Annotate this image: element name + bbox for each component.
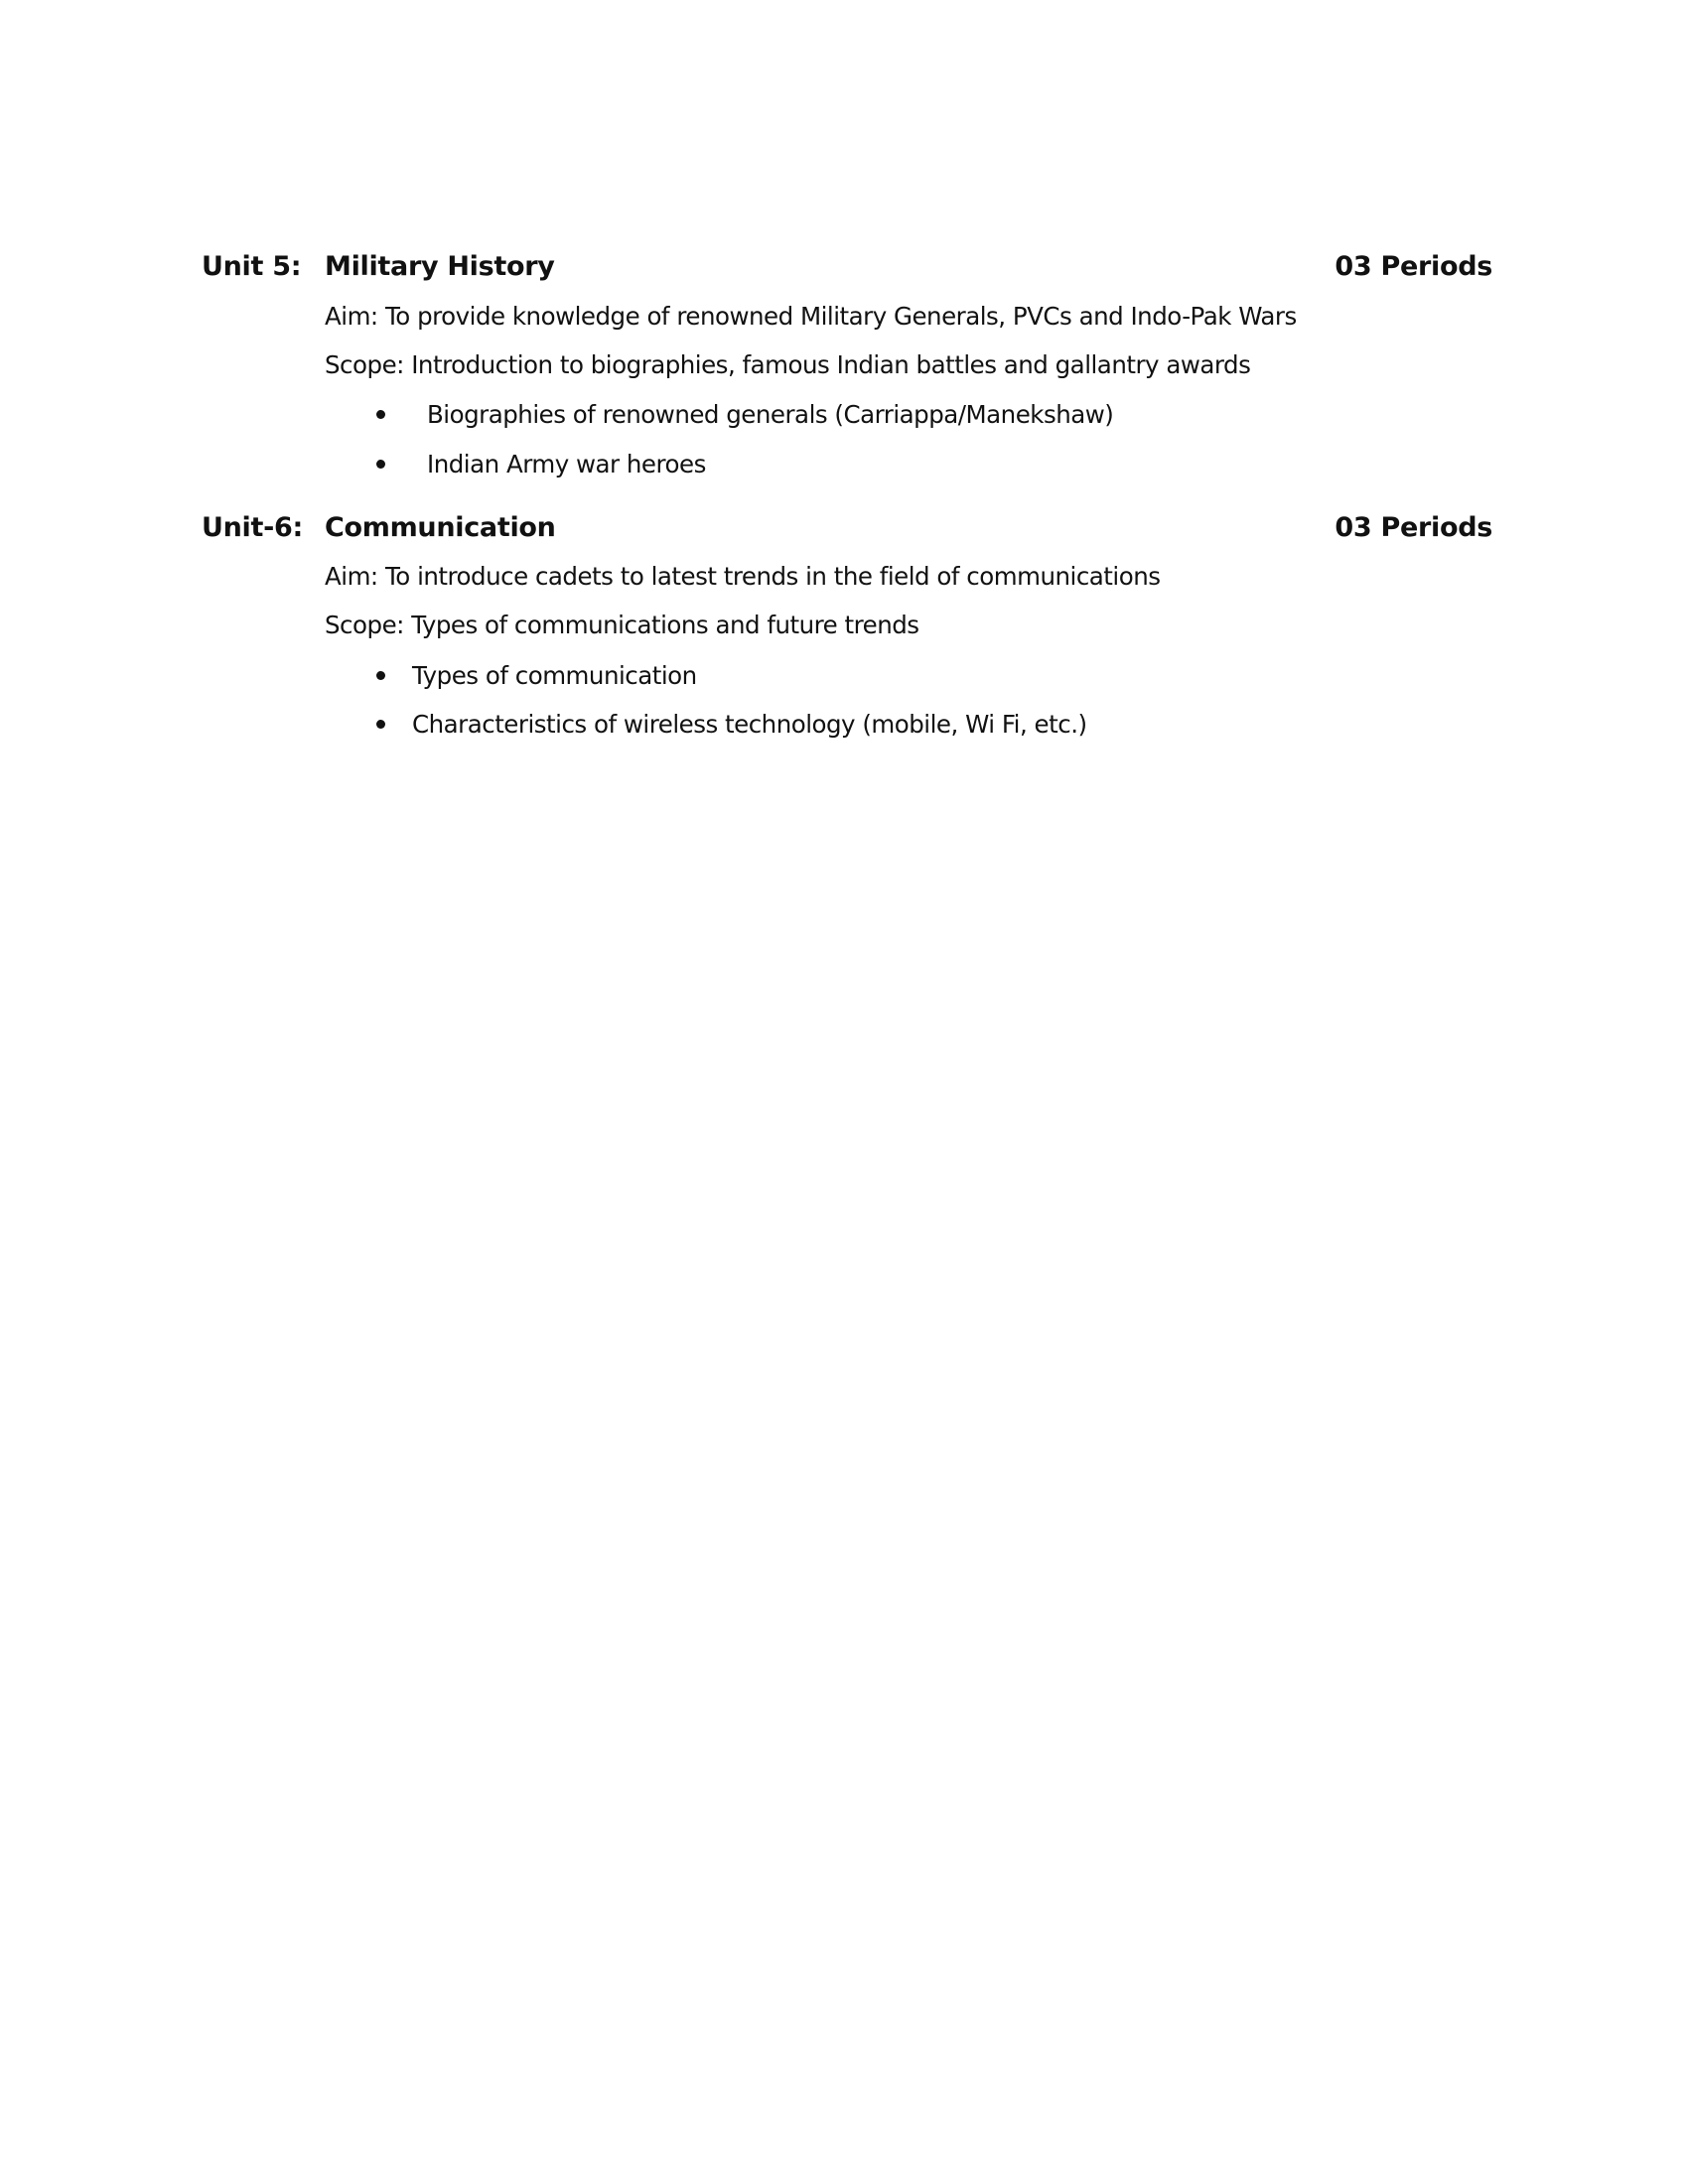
list-item-text: Types of communication [412,661,697,690]
scope-text: Types of communications and future trends [411,611,919,639]
unit-title: Communication [325,512,556,543]
unit-periods: 03 Periods [1335,512,1492,543]
list-item [376,660,697,692]
aim-text: To introduce cadets to latest trends in the field of communications [384,562,1161,591]
aim-label: Aim: [325,562,378,591]
bullet-icon [376,460,385,469]
scope-line [325,610,919,641]
unit-number: Unit-6: [202,512,303,543]
bullet-icon [376,671,385,680]
unit-periods: 03 Periods [1335,251,1492,282]
scope-label: Scope: [325,350,404,379]
aim-label: Aim: [325,302,378,331]
aim-line [325,561,1161,593]
list-item [376,449,706,480]
list-item [376,399,1114,431]
unit-5-section [202,250,1492,478]
scope-text: Introduction to biographies, famous Indian battles and gallantry awards [411,350,1251,379]
bullet-icon [376,410,385,419]
unit-title: Military History [325,251,555,282]
aim-text: To provide knowledge of renowned Military Generals, PVCs and Indo-Pak Wars [384,302,1297,331]
list-item [376,709,1087,741]
scope-label: Scope: [325,611,404,639]
unit-6-section [202,511,1492,739]
bullet-icon [376,720,385,729]
unit-number: Unit 5: [202,251,302,282]
list-item-text: Biographies of renowned generals (Carriappa/Manekshaw) [427,400,1114,429]
aim-line [325,301,1297,333]
list-item-text: Characteristics of wireless technology (mobile, Wi Fi, etc.) [412,710,1087,739]
unit-header [202,250,1492,284]
unit-header [202,511,1492,545]
scope-line [325,349,1250,381]
list-item-text: Indian Army war heroes [427,450,706,478]
